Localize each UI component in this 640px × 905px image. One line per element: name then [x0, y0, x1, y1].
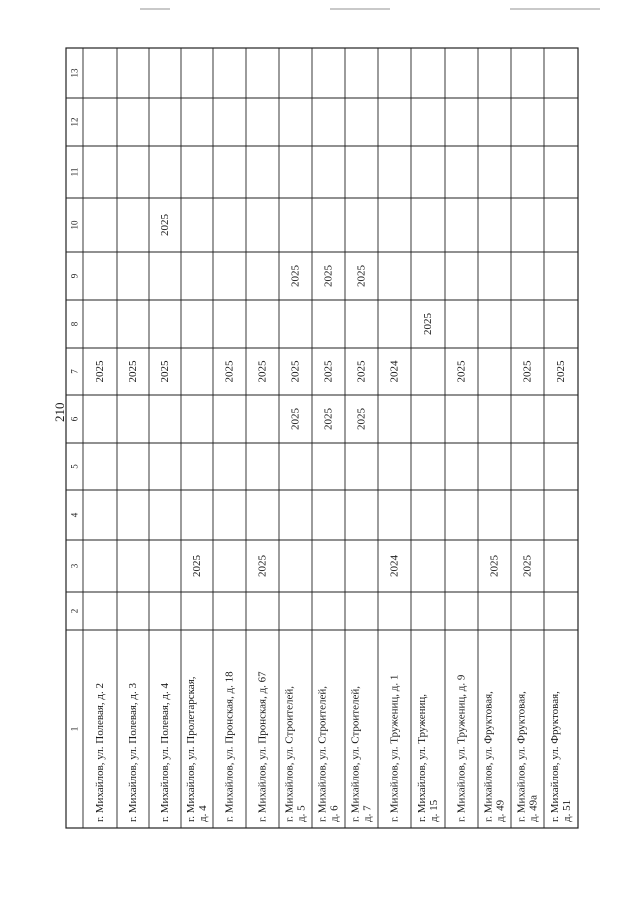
year-cell: 2025	[289, 360, 302, 383]
column-header: 10	[69, 220, 80, 230]
address-cell: д. 49а	[527, 795, 540, 822]
column-header: 2	[69, 608, 80, 614]
year-cell: 2024	[388, 360, 401, 383]
address-cell: д. 6	[328, 805, 341, 822]
year-cell: 2025	[455, 360, 468, 383]
column-header: 4	[69, 512, 80, 518]
column-header: 11	[69, 167, 80, 177]
year-cell: 2025	[159, 360, 171, 383]
address-cell: г. Михайлов, ул. Полевая, д. 4	[159, 682, 171, 822]
year-cell: 2025	[322, 360, 335, 383]
column-header: 12	[69, 117, 80, 127]
year-cell: 2025	[289, 265, 302, 287]
address-cell: г. Михайлов, ул. Тружениц, д. 9	[455, 674, 468, 822]
column-header: 7	[69, 369, 80, 374]
column-header: 3	[69, 563, 80, 569]
year-cell: 2025	[322, 265, 335, 287]
address-cell: г. Михайлов, ул. Полевая, д. 2	[94, 682, 106, 822]
address-cell: д. 15	[428, 799, 440, 822]
year-cell: 2025	[94, 360, 106, 383]
address-cell: г. Михайлов, ул. Тружениц,	[416, 693, 428, 822]
year-cell: 2025	[355, 360, 368, 383]
year-cell: 2025	[256, 555, 269, 577]
column-header: 13	[69, 68, 80, 78]
year-cell: 2025	[555, 360, 567, 383]
year-cell: 2025	[159, 214, 171, 236]
address-cell: д. 49	[494, 799, 507, 822]
address-cell: г. Михайлов, ул. Строителей,	[316, 686, 329, 822]
column-header: 6	[69, 416, 80, 422]
year-cell: 2025	[256, 360, 269, 383]
year-cell: 2025	[289, 408, 302, 430]
year-cell: 2025	[521, 555, 534, 577]
year-cell: 2025	[355, 408, 368, 430]
year-cell: 2025	[521, 360, 534, 383]
year-cell: 2025	[223, 360, 236, 383]
address-cell: г. Михайлов, ул. Строителей,	[283, 686, 296, 822]
column-header: 1	[69, 726, 80, 732]
column-header: 9	[69, 273, 80, 279]
year-cell: 2025	[191, 555, 203, 577]
year-cell: 2025	[322, 408, 335, 430]
address-cell: г. Михайлов, ул. Тружениц, д. 1	[388, 674, 401, 822]
address-cell: д. 7	[361, 805, 374, 822]
column-header: 5	[69, 464, 80, 469]
address-cell: г. Михайлов, ул. Пронская, д. 18	[223, 671, 236, 822]
address-cell: г. Михайлов, ул. Фруктовая,	[515, 691, 528, 822]
address-cell: г. Михайлов, ул. Фруктовая,	[549, 691, 561, 822]
page-number: 210	[52, 402, 67, 422]
address-cell: д. 51	[561, 799, 573, 822]
address-cell: г. Михайлов, ул. Фруктовая,	[482, 691, 495, 822]
year-cell: 2025	[422, 313, 434, 335]
address-cell: д. 4	[197, 805, 209, 822]
address-cell: г. Михайлов, ул. Пронская, д. 67	[256, 671, 269, 822]
address-cell: г. Михайлов, ул. Полевая, д. 3	[127, 682, 139, 822]
year-cell: 2025	[355, 265, 368, 287]
address-cell: г. Михайлов, ул. Пролетарская,	[185, 676, 197, 822]
year-cell: 2024	[388, 555, 401, 577]
year-cell: 2025	[488, 555, 501, 577]
year-cell: 2025	[127, 360, 139, 383]
column-header: 8	[69, 321, 80, 327]
address-cell: д. 5	[295, 805, 308, 822]
address-cell: г. Михайлов, ул. Строителей,	[349, 686, 362, 822]
